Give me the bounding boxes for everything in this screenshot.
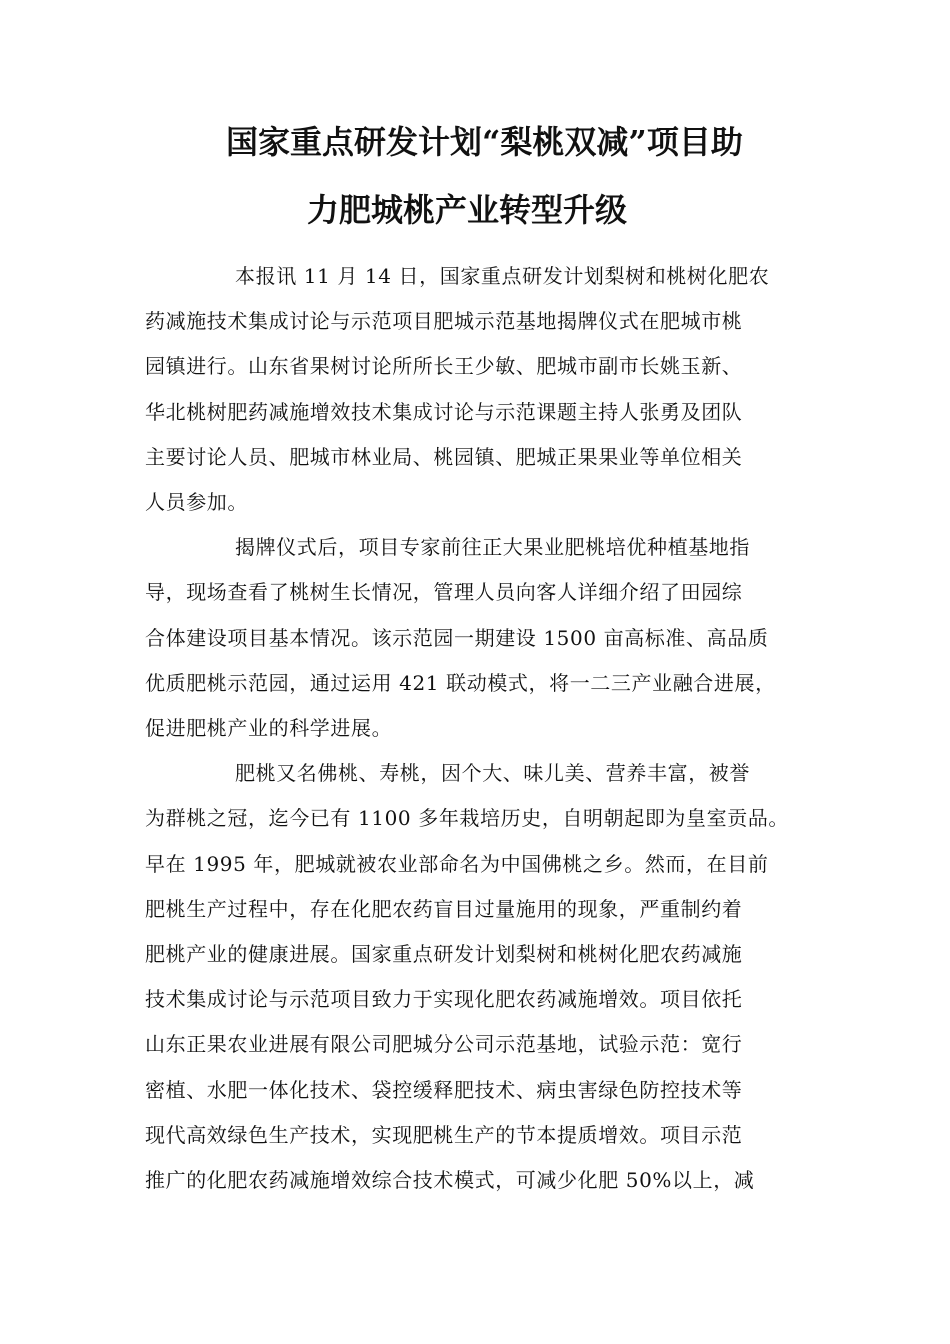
paragraph-line: 技术集成讨论与示范项目致力于实现化肥农药减施增效。项目依托 [145,987,743,1012]
paragraph-3 [145,751,815,1203]
paragraph-line: 早在 1995 年，肥城就被农业部命名为中国佛桃之乡。然而，在目前 [145,851,769,876]
paragraph-line: 本报讯 11 月 14 日，国家重点研发计划梨树和桃树化肥农 [235,264,770,288]
paragraph-line: 为群桃之冠，迄今已有 1100 多年栽培历史，自明朝起即为皇室贡品。 [145,806,790,831]
paragraph-line: 人员参加。 [145,490,248,515]
paragraph-line: 揭牌仪式后，项目专家前往正大果业肥桃培优种植基地指 [235,535,750,560]
paragraph-line: 肥桃产业的健康进展。国家重点研发计划梨树和桃树化肥农药减施 [145,942,743,967]
paragraph-line: 药减施技术集成讨论与示范项目肥城示范基地揭牌仪式在肥城市桃 [145,309,743,334]
paragraph-line: 山东正果农业进展有限公司肥城分公司示范基地，试验示范：宽行 [145,1032,743,1057]
paragraph-line: 密植、水肥一体化技术、袋控缓释肥技术、病虫害绿色防控技术等 [145,1077,743,1102]
paragraph-line: 优质肥桃示范园，通过运用 421 联动模式，将一二三产业融合进展， [145,670,776,695]
paragraph-line: 推广的化肥农药减施增效综合技术模式，可减少化肥 50%以上，减 [145,1168,755,1193]
paragraph-line: 华北桃树肥药减施增效技术集成讨论与示范课题主持人张勇及团队 [145,399,743,424]
paragraph-line: 促进肥桃产业的科学进展。 [145,716,393,741]
paragraph-line: 导，现场查看了桃树生长情况，管理人员向客人详细介绍了田园综 [145,580,743,605]
paragraph-1 [145,254,815,525]
paragraph-line: 园镇进行。山东省果树讨论所所长王少敏、肥城市副市长姚玉新、 [145,354,743,379]
paragraph-line: 合体建设项目基本情况。该示范园一期建设 1500 亩高标准、高品质 [145,625,769,650]
article-body [145,254,815,1203]
document-title-line-2: 力肥城桃产业转型升级 [307,191,628,229]
paragraph-2 [145,525,815,751]
paragraph-line: 主要讨论人员、肥城市林业局、桃园镇、肥城正果果业等单位相关 [145,444,743,469]
paragraph-line: 肥桃生产过程中，存在化肥农药盲目过量施用的现象，严重制约着 [145,896,743,921]
paragraph-line: 现代高效绿色生产技术，实现肥桃生产的节本提质增效。项目示范 [145,1122,743,1147]
paragraph-line: 肥桃又名佛桃、寿桃，因个大、味儿美、营养丰富，被誉 [235,761,750,786]
document-title-line-1: 国家重点研发计划“梨桃双减”项目助 [226,123,743,161]
